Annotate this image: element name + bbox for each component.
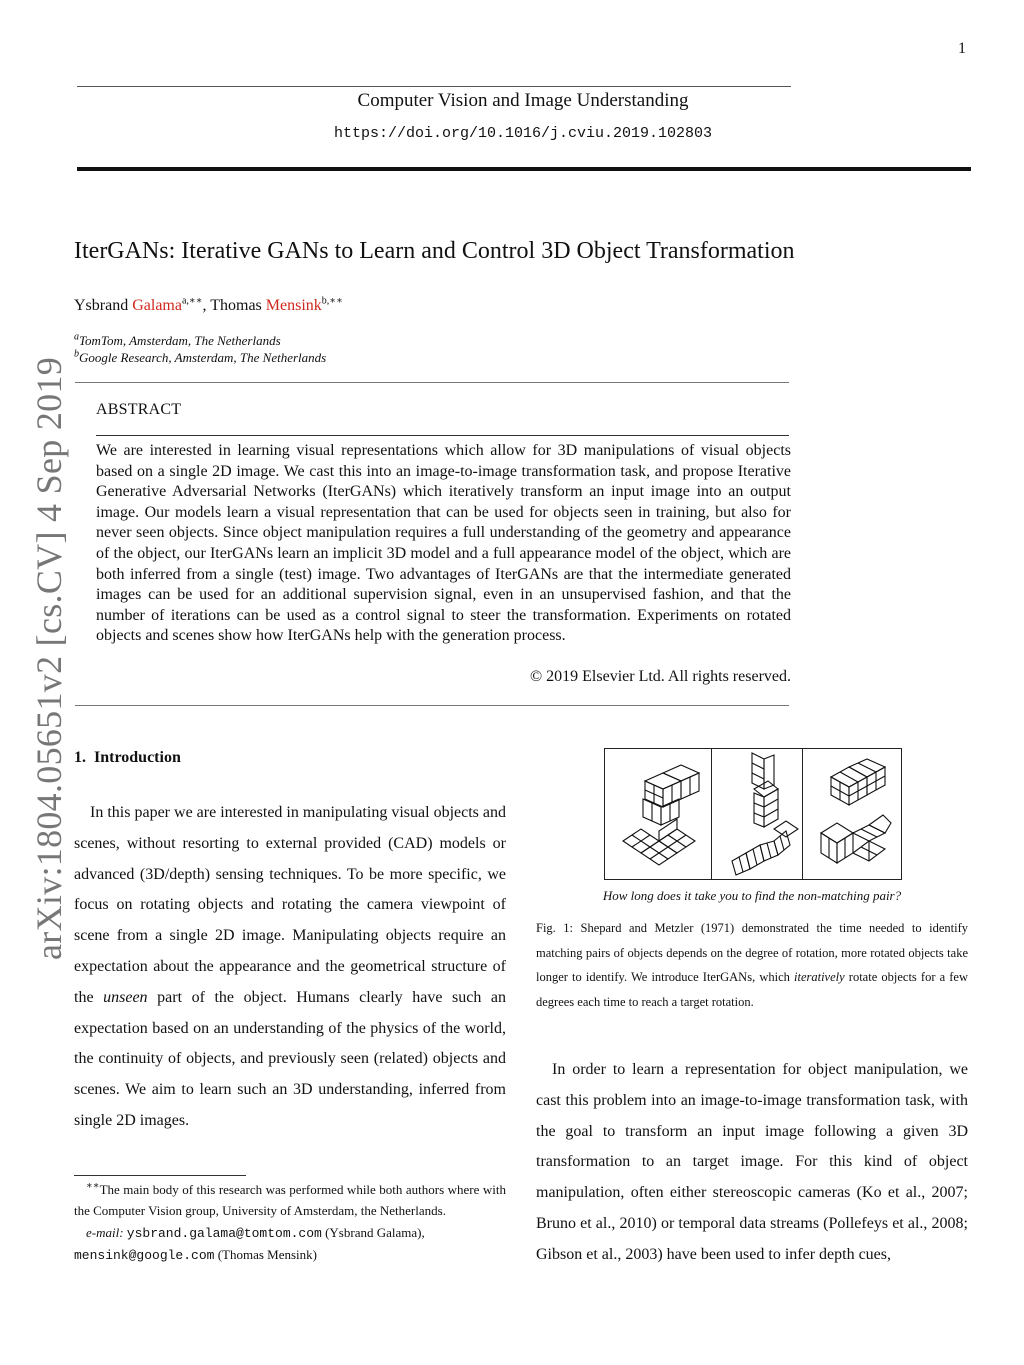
author1-last[interactable]: Galama (132, 297, 182, 314)
affiliation-a-mark: a (74, 331, 79, 343)
footnote (74, 1179, 506, 1221)
author2-last[interactable]: Mensink (265, 297, 322, 314)
affiliation-b-mark: b (74, 348, 79, 360)
intro-paragraph-1 (74, 798, 506, 1137)
affiliation-a (74, 333, 281, 349)
footnote-emails (74, 1222, 506, 1266)
abstract-top-rule (75, 382, 789, 383)
header-top-rule (77, 86, 791, 87)
footnote-email-2-name: (Thomas Mensink) (217, 1247, 317, 1262)
affiliation-b-text: Google Research, Amsterdam, The Netherlands (79, 350, 327, 365)
paper-title: IterGANs: Iterative GANs to Learn and Control 3D Object Transformation (74, 238, 795, 264)
intro-paragraph-1-part-b: part of the object. Humans clearly have such an expectation based on an understanding of the physics of the world, the continuity of objects, and previously seen (related) objects and scenes. We aim to learn such an 3D understanding, inferred from single 2D images. (74, 988, 507, 1129)
figure-1-pane-2 (712, 749, 802, 879)
section-heading-introduction: 1. Introduction (74, 749, 181, 766)
figure-1-pane-1 (605, 749, 711, 879)
figure-1-pane-3 (803, 749, 901, 879)
footnote-mark: ∗∗ (86, 1180, 100, 1192)
arxiv-stamp: arXiv:1804.05651v2 [cs.CV] 4 Sep 2019 (29, 356, 69, 960)
figure-1-block-object-2a (752, 753, 778, 827)
figure-1-block-object-1a (643, 765, 699, 825)
figure-1-block-object-1b (623, 819, 695, 865)
footnote-rule (74, 1175, 246, 1176)
journal-doi-link[interactable]: https://doi.org/10.1016/j.cviu.2019.102803 (333, 125, 713, 142)
figure-1-block-object-3b (821, 815, 891, 863)
author1-first: Ysbrand (74, 297, 129, 314)
affiliation-b (74, 350, 326, 366)
abstract-bottom-rule (75, 705, 789, 706)
abstract-body: We are interested in learning visual representations which allow for 3D manipulations of visual objects based on a single 2D image. We cast this into an image-to-image transformation task, and propose Iterative Generative Adversarial Networks (IterGANs) which iteratively transform an input image into an output image. Our models learn a visual representation that can be used for objects seen in training, but also for never seen objects. Since object manipulation requires a full understanding of the geometry and appearance of the object, our IterGANs learn an implicit 3D model and a full appearance model of the object, which are both inferred from a single (test) image. Two advantages of IterGANs are that the intermediate generated images can be used for an additional supervision signal, even in an unsupervised fashion, and that the number of iterations can be used as a control signal to steer the transformation. Experiments on rotated objects and scenes show how IterGANs help with the generation process. (96, 442, 791, 645)
figure-1-caption-part-a: Fig. 1: Shepard and Metzler (1971) demonstrated the time needed to identify matching pairs of objects depends on the degree of rotation, more rotated objects take longer to identify. We introduce IterGANs, which (536, 921, 968, 984)
footnote-email-2[interactable]: mensink@google.com (74, 1248, 215, 1263)
author-list (74, 297, 343, 315)
affiliation-a-text: TomTom, Amsterdam, The Netherlands (79, 333, 281, 348)
footnote-email-1[interactable]: ysbrand.galama@tomtom.com (126, 1226, 322, 1241)
figure-1-question: How long does it take you to find the non-matching pair? (602, 888, 902, 903)
figure-1-caption-part-b: rotate objects for a few degrees each time to reach a target rotation. (536, 970, 969, 1009)
header-thick-rule (77, 167, 971, 171)
figure-1-block-object-2b (732, 821, 798, 875)
figure-1-block-object-3a (831, 759, 885, 805)
intro-paragraph-2: In order to learn a representation for object manipulation, we cast this problem into an image-to-image transformation task, with the goal to transform an input image following a given 3D transformation to an target image. For this kind of object manipulation, often either stereoscopic cameras (Ko et al., 2007; Bruno et al., 2010) or temporal data streams (Pollefeys et al., 2008; Gibson et al., 2003) have been used to infer depth cues, (536, 1061, 968, 1263)
copyright-notice: © 2019 Elsevier Ltd. All rights reserved. (530, 668, 791, 685)
journal-name: Computer Vision and Image Understanding (357, 90, 689, 111)
page-number: 1 (958, 40, 966, 57)
author1-sup: a,∗∗ (181, 295, 203, 307)
intro-paragraph-1-part-a: In this paper we are interested in manipulating visual objects and scenes, without resorting to external provided (CAD) models or advanced (3D/depth) sensing techniques. To be more specific, we focus on rotating objects and rotating the camera viewpoint of scene from a single 2D image. Manipulating objects require an expectation about the appearance and the geometrical structure of the (74, 804, 506, 1006)
abstract-heading-rule (96, 435, 789, 436)
footnote-text: The main body of this research was performed while both authors where with the Computer Vision group, University of Amsterdam, the Netherlands. (74, 1182, 506, 1218)
footnote-email-label: e-mail: (86, 1225, 124, 1240)
author2-sup: b,∗∗ (321, 295, 343, 307)
figure-1-caption-emphasis: iteratively (794, 970, 845, 984)
footnote-email-1-name: (Ysbrand Galama), (325, 1225, 425, 1240)
figure-1-caption (536, 916, 968, 1014)
author2-first: Thomas (210, 297, 262, 314)
intro-emphasis-unseen: unseen (103, 988, 148, 1006)
figure-1 (604, 748, 902, 880)
author-separator: , (202, 297, 207, 314)
abstract-heading: ABSTRACT (96, 401, 182, 418)
